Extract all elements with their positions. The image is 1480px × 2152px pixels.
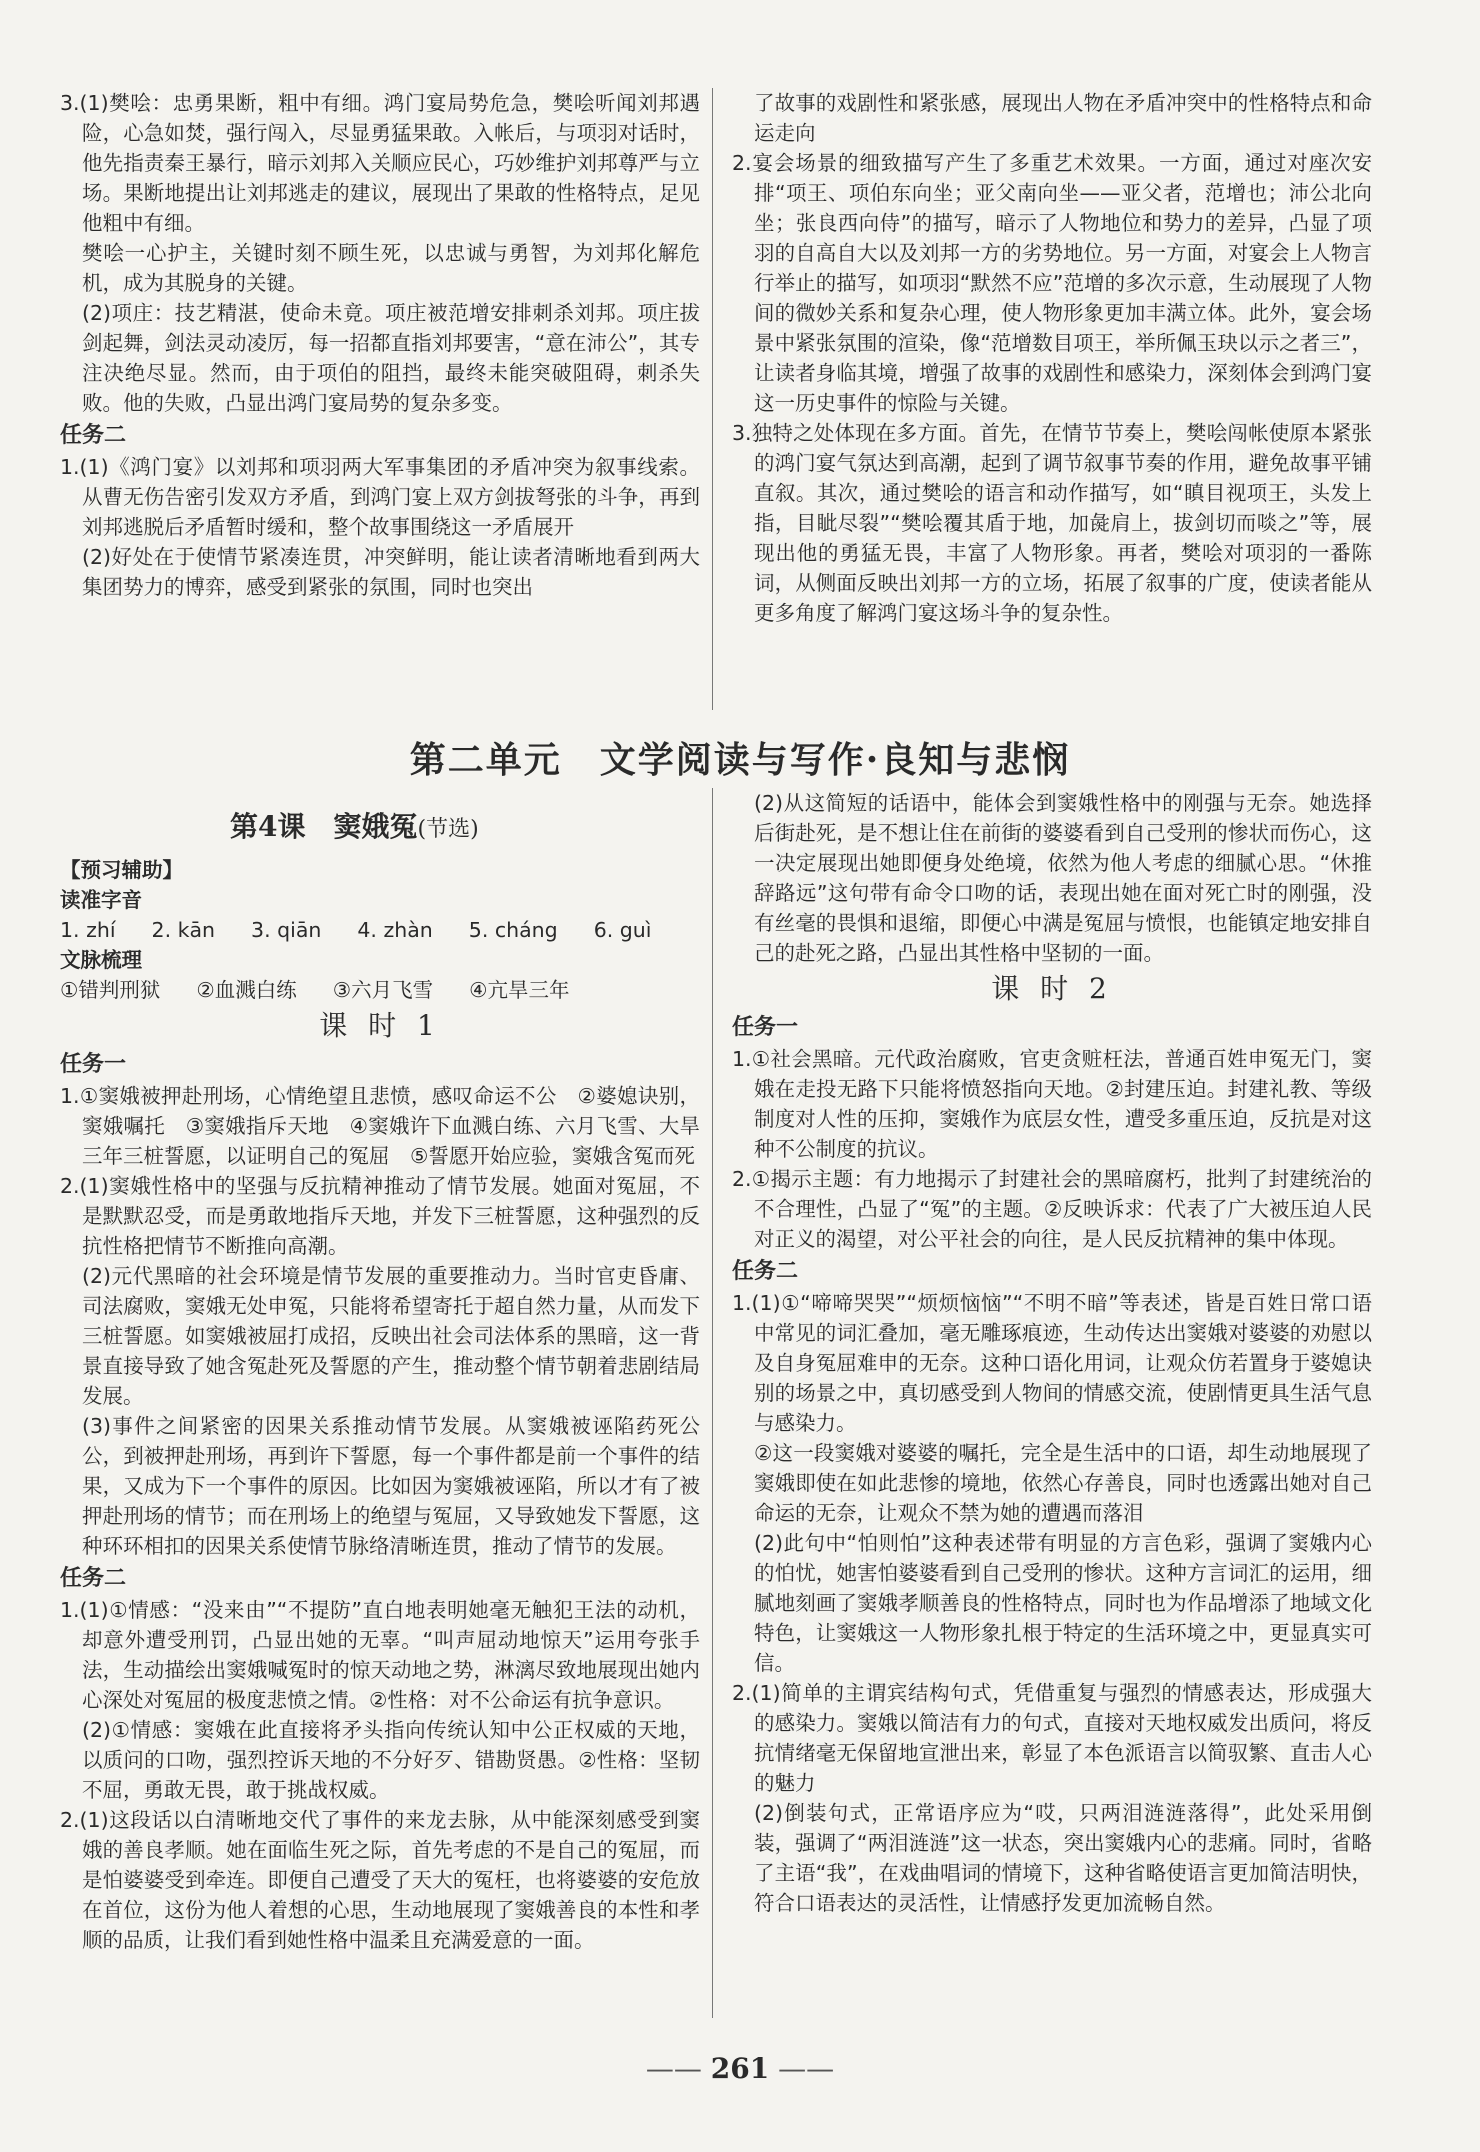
context-item: ①错判刑狱 [60, 978, 161, 1002]
page-footer [0, 2052, 1480, 2085]
answer-paragraph: 2.(1)窦娥性格中的坚强与反抗精神推动了情节发展。她面对冤屈，不是默默忍受，而是勇敢地指斥天地，并发下三桩誓愿，这种强烈的反抗性格把情节不断推向高潮。 [60, 1174, 700, 1258]
top-right-column [732, 88, 1372, 628]
answer-paragraph: 1.①社会黑暗。元代政治腐败，官吏贪赃枉法，普通百姓申冤无门，窦娥在走投无路下只能将愤怒指向天地。②封建压迫。封建礼教、等级制度对人性的压抑，窦娥作为底层女性，遭受多重压迫，反抗是对这种不公制度的抗议。 [732, 1047, 1372, 1161]
lower-right-column [732, 788, 1372, 1918]
answer-paragraph: 2.(1)简单的主谓宾结构句式，凭借重复与强烈的情感表达，形成强大的感染力。窦娥以简洁有力的句式，直接对天地权威发出质问，将反抗情绪毫无保留地宣泄出来，彰显了本色派语言以简驭繁、直击人心的魅力 [732, 1681, 1372, 1795]
lesson-title [60, 812, 700, 845]
lesson-title-text: 第4课 窦娥冤 [230, 810, 418, 843]
session-2-title: 课 时 2 [991, 972, 1113, 1005]
answer-paragraph: (2)好处在于使情节紧凑连贯，冲突鲜明，能让读者清晰地看到两大集团势力的博弈，感受到紧张的氛围，同时也突出 [82, 545, 700, 599]
answer-paragraph: (2)从这简短的话语中，能体会到窦娥性格中的刚强与无奈。她选择后街赴死，是不想让住在前街的婆婆看到自己受刑的惨状而伤心，这一决定展现出她即便身处绝境，依然为他人考虑的细腻心思。“休推辞路远”这句带有命令口吻的话，表现出她在面对死亡时的刚强，没有丝毫的畏惧和退缩，即便心中满是冤屈与愤恨，也能镇定地安排自己的赴死之路，凸显出其性格中坚韧的一面。 [754, 791, 1372, 965]
answer-paragraph: (3)事件之间紧密的因果关系推动情节发展。从窦娥被诬陷药死公公，到被押赴刑场，再到许下誓愿，每一个事件都是前一个事件的结果，又成为下一个事件的原因。比如因为窦娥被诬陷，所以才有了被押赴刑场的情节；而在刑场上的绝望与冤屈，又导致她发下誓愿，这种环环相扣的因果关系使情节脉络清晰连贯，推动了情节的发展。 [82, 1414, 700, 1558]
answer-paragraph: 1.(1)《鸿门宴》以刘邦和项羽两大军事集团的矛盾冲突为叙事线索。从曹无伤告密引发双方矛盾，到鸿门宴上双方剑拔弩张的斗争，再到刘邦逃脱后矛盾暂时缓和，整个故事围绕这一矛盾展开 [60, 455, 700, 539]
task-heading: 任务二 [60, 1565, 127, 1591]
task-heading: 任务一 [60, 1051, 127, 1077]
preview-heading: 【预习辅助】 [60, 858, 183, 882]
answer-paragraph: (2)元代黑暗的社会环境是情节发展的重要推动力。当时官吏昏庸、司法腐败，窦娥无处申冤，只能将希望寄托于超自然力量，从而发下三桩誓愿。如窦娥被屈打成招，反映出社会司法体系的黑暗，这一背景直接导致了她含冤赴死及誓愿的产生，推动整个情节朝着悲剧结局发展。 [82, 1264, 700, 1408]
read-heading: 读准字音 [60, 888, 142, 912]
context-item: ④亢旱三年 [469, 978, 570, 1002]
answer-paragraph: 1.(1)①“啼啼哭哭”“烦烦恼恼”“不明不暗”等表述，皆是百姓日常口语中常见的词汇叠加，毫无雕琢痕迹，生动传达出窦娥对婆婆的劝慰以及自身冤屈难申的无奈。这种口语化用词，让观众仿若置身于婆媳诀别的场景之中，真切感受到人物间的情感交流，使剧情更具生活气息与感染力。 [732, 1291, 1372, 1435]
pinyin-item: 3. qiān [251, 918, 322, 942]
pinyin-item: 4. zhàn [357, 918, 433, 942]
task-heading: 任务一 [732, 1014, 799, 1040]
lower-right-top-content [732, 788, 1372, 968]
context-row [60, 975, 700, 1005]
answer-paragraph: 了故事的戏剧性和紧张感，展现出人物在矛盾冲突中的性格特点和命运走向 [754, 91, 1372, 145]
pinyin-item: 5. cháng [468, 918, 558, 942]
pinyin-row [60, 915, 700, 945]
lower-left-content [60, 1049, 700, 1955]
answer-paragraph: 2.(1)这段话以白清晰地交代了事件的来龙去脉，从中能深刻感受到窦娥的善良孝顺。她在面临生死之际，首先考虑的不是自己的冤屈，而是怕婆婆受到牵连。即便自己遭受了天大的冤枉，也将婆婆的安危放在首位，这份为他人着想的心思，生动地展现了窦娥善良的本性和孝顺的品质，让我们看到她性格中温柔且充满爱意的一面。 [60, 1808, 700, 1952]
top-left-column [60, 88, 700, 602]
answer-paragraph: 2.①揭示主题：有力地揭示了封建社会的黑暗腐朽，批判了封建统治的不合理性，凸显了“冤”的主题。②反映诉求：代表了广大被压迫人民对正义的渴望，对公平社会的向往，是人民反抗精神的集中体现。 [732, 1167, 1372, 1251]
lesson-title-note: (节选) [417, 817, 479, 842]
footer-dash-left: —— [645, 2052, 711, 2085]
column-divider-bottom [712, 788, 713, 2018]
session-1-title: 课 时 1 [319, 1009, 441, 1042]
answer-paragraph: 樊哙一心护主，关键时刻不顾生死，以忠诚与勇智，为刘邦化解危机，成为其脱身的关键。 [82, 241, 700, 295]
answer-paragraph: 1.①窦娥被押赴刑场，心情绝望且悲愤，感叹命运不公 ②婆媳诀别，窦娥嘱托 ③窦娥指斥天地 ④窦娥许下血溅白练、六月飞雪、大旱三年三桩誓愿，以证明自己的冤屈 ⑤誓愿开始应验，窦娥含冤而死 [60, 1084, 700, 1168]
answer-paragraph: 2.宴会场景的细致描写产生了多重艺术效果。一方面，通过对座次安排“项王、项伯东向坐；亚父南向坐——亚父者，范增也；沛公北向坐；张良西向侍”的描写，暗示了人物地位和势力的差异，凸显了项羽的自高自大以及刘邦一方的劣势地位。另一方面，对宴会上人物言行举止的描写，如项羽“默然不应”范增的多次示意，生动展现了人物间的微妙关系和复杂心理，使人物形象更加丰满立体。此外，宴会场景中紧张氛围的渲染，像“范增数目项王，举所佩玉玦以示之者三”，让读者身临其境，增强了故事的戏剧性和感染力，深刻体会到鸿门宴这一历史事件的惊险与关键。 [732, 151, 1372, 415]
lesson-block [60, 812, 700, 1955]
column-divider-top [712, 88, 713, 710]
answer-paragraph: (2)①情感：窦娥在此直接将矛头指向传统认知中公正权威的天地，以质问的口吻，强烈控诉天地的不分好歹、错勘贤愚。②性格：坚韧不屈，勇敢无畏，敢于挑战权威。 [82, 1718, 700, 1802]
pinyin-item: 2. kān [151, 918, 216, 942]
context-item: ③六月飞雪 [332, 978, 434, 1002]
answer-paragraph: 1.(1)①情感：“没来由”“不提防”直白地表明她毫无触犯王法的动机，却意外遭受刑罚，凸显出她的无辜。“叫声屈动地惊天”运用夸张手法，生动描绘出窦娥喊冤时的惊天动地之势，淋漓尽致地展现出她内心深处对冤屈的极度悲愤之情。②性格：对不公命运有抗争意识。 [60, 1598, 700, 1712]
context-item: ②血溅白练 [196, 978, 297, 1002]
pinyin-item: 6. guì [593, 918, 652, 942]
answer-paragraph: 3.(1)樊哙：忠勇果断，粗中有细。鸿门宴局势危急，樊哙听闻刘邦遇险，心急如焚，强行闯入，尽显勇猛果敢。入帐后，与项羽对话时，他先指责秦王暴行，暗示刘邦入关顺应民心，巧妙维护刘邦尊严与立场。果断地提出让刘邦逃走的建议，展现出了果敢的性格特点，足见他粗中有细。 [60, 91, 700, 235]
task-heading: 任务二 [60, 422, 127, 448]
task-heading: 任务二 [732, 1258, 799, 1284]
context-heading: 文脉梳理 [60, 948, 142, 972]
footer-dash-right: —— [769, 2052, 835, 2085]
answer-paragraph: (2)此句中“怕则怕”这种表述带有明显的方言色彩，强调了窦娥内心的怕忧，她害怕婆婆看到自己受刑的惨状。这种方言词汇的运用，细腻地刻画了窦娥孝顺善良的性格特点，同时也为作品增添了地域文化特色，让窦娥这一人物形象扎根于特定的生活环境之中，更显真实可信。 [754, 1531, 1372, 1675]
answer-paragraph: (2)倒装句式，正常语序应为“哎，只两泪涟涟落得”，此处采用倒装，强调了“两泪涟涟”这一状态，突出窦娥内心的悲痛。同时，省略了主语“我”，在戏曲唱词的情境下，这种省略使语言更加简洁明快，符合口语表达的灵活性，让情感抒发更加流畅自然。 [754, 1801, 1372, 1915]
pinyin-item: 1. zhí [60, 918, 116, 942]
page-number: 261 [710, 2052, 770, 2085]
answer-paragraph: 3.独特之处体现在多方面。首先，在情节节奏上，樊哙闯帐使原本紧张的鸿门宴气氛达到高潮，起到了调节叙事节奏的作用，避免故事平铺直叙。其次，通过樊哙的语言和动作描写，如“瞋目视项王，头发上指，目眦尽裂”“樊哙覆其盾于地，加彘肩上，拔剑切而啖之”等，展现出他的勇猛无畏，丰富了人物形象。再者，樊哙对项羽的一番陈词，从侧面反映出刘邦一方的立场，拓展了叙事的广度，使读者能从更多角度了解鸿门宴这场斗争的复杂性。 [732, 421, 1372, 625]
answer-paragraph: (2)项庄：技艺精湛，使命未竟。项庄被范增安排刺杀刘邦。项庄拔剑起舞，剑法灵动凌厉，每一招都直指刘邦要害，“意在沛公”，其专注决绝尽显。然而，由于项伯的阻挡，最终未能突破阻碍，刺杀失败。他的失败，凸显出鸿门宴局势的复杂多变。 [82, 301, 700, 415]
answer-paragraph: ②这一段窦娥对婆婆的嘱托，完全是生活中的口语，却生动地展现了窦娥即使在如此悲惨的境地，依然心存善良，同时也透露出她对自己命运的无奈，让观众不禁为她的遭遇而落泪 [754, 1441, 1372, 1525]
lower-right-content [732, 1012, 1372, 1918]
unit-title: 第二单元 文学阅读与写作·良知与悲悯 [409, 739, 1071, 781]
